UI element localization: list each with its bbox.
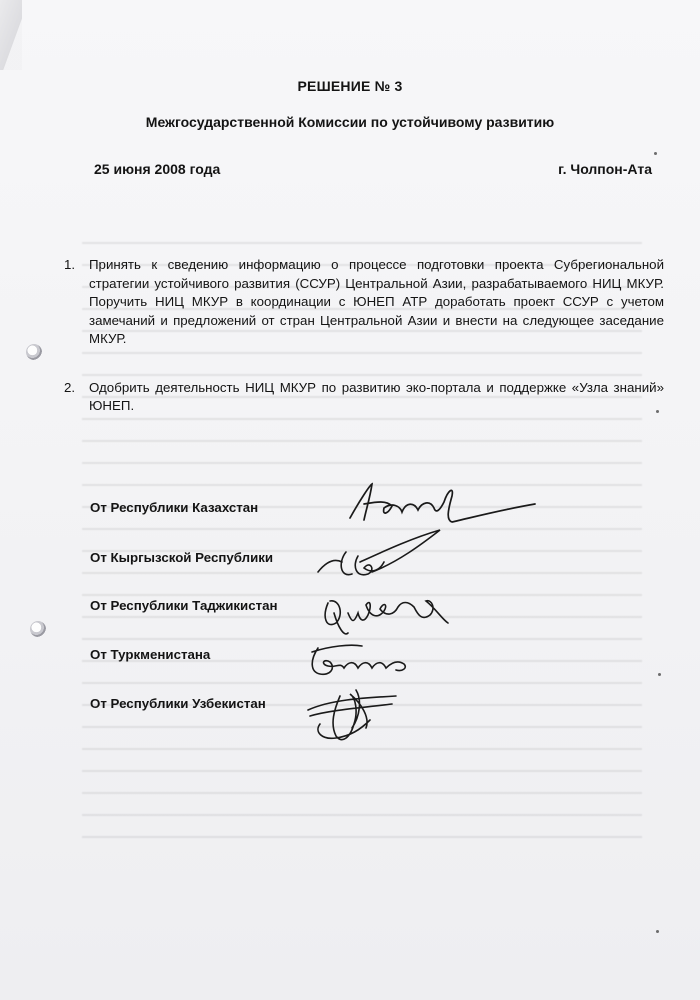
document-date: 25 июня 2008 года — [94, 161, 221, 177]
item-text: Принять к сведению информацию о процессе подготовки проекта Субрегиональной стратегии устойчивого развития (ССУР) Центральной Азии, разрабатываемого НИЦ МКУР. Поручить НИЦ МКУР в координации с ЮНЕП АТР доработать проект ССУР с учетом замечаний и предложений от стран Центральной Азии и внести на следующее заседание МКУР. — [89, 257, 664, 346]
signatory-kyrgyzstan: От Кыргызской Республики — [90, 550, 274, 565]
signatory-uzbekistan: От Республики Узбекистан — [90, 696, 266, 711]
page-corner-fold — [0, 0, 22, 70]
document-place: г. Чолпон-Ата — [558, 161, 652, 177]
speck — [656, 930, 659, 933]
punch-hole-icon — [26, 344, 42, 360]
decision-items — [64, 256, 664, 416]
signatory-kazakhstan: От Республики Казахстан — [90, 500, 259, 515]
speck — [658, 673, 661, 676]
document-title: РЕШЕНИЕ № 3 — [297, 78, 403, 94]
item-number: 1. — [64, 257, 76, 272]
signatory-tajikistan: От Республики Таджикистан — [90, 598, 278, 613]
signature-uzbekistan-icon — [300, 684, 410, 746]
punch-hole-icon — [30, 621, 46, 637]
signatory-turkmenistan: От Туркменистана — [90, 647, 211, 662]
signature-tajikistan-icon — [318, 583, 458, 639]
signature-turkmenistan-icon — [300, 638, 420, 682]
speck — [654, 152, 657, 155]
decision-item — [64, 256, 664, 349]
signature-kyrgyzstan-icon — [312, 522, 462, 584]
item-text: Одобрить деятельность НИЦ МКУР по развитию эко-портала и поддержке «Узла знаний» ЮНЕП. — [89, 379, 664, 413]
decision-item — [64, 379, 664, 416]
document-subtitle: Межгосударственной Комиссии по устойчивому развитию — [145, 114, 555, 130]
item-number: 2. — [64, 379, 76, 395]
